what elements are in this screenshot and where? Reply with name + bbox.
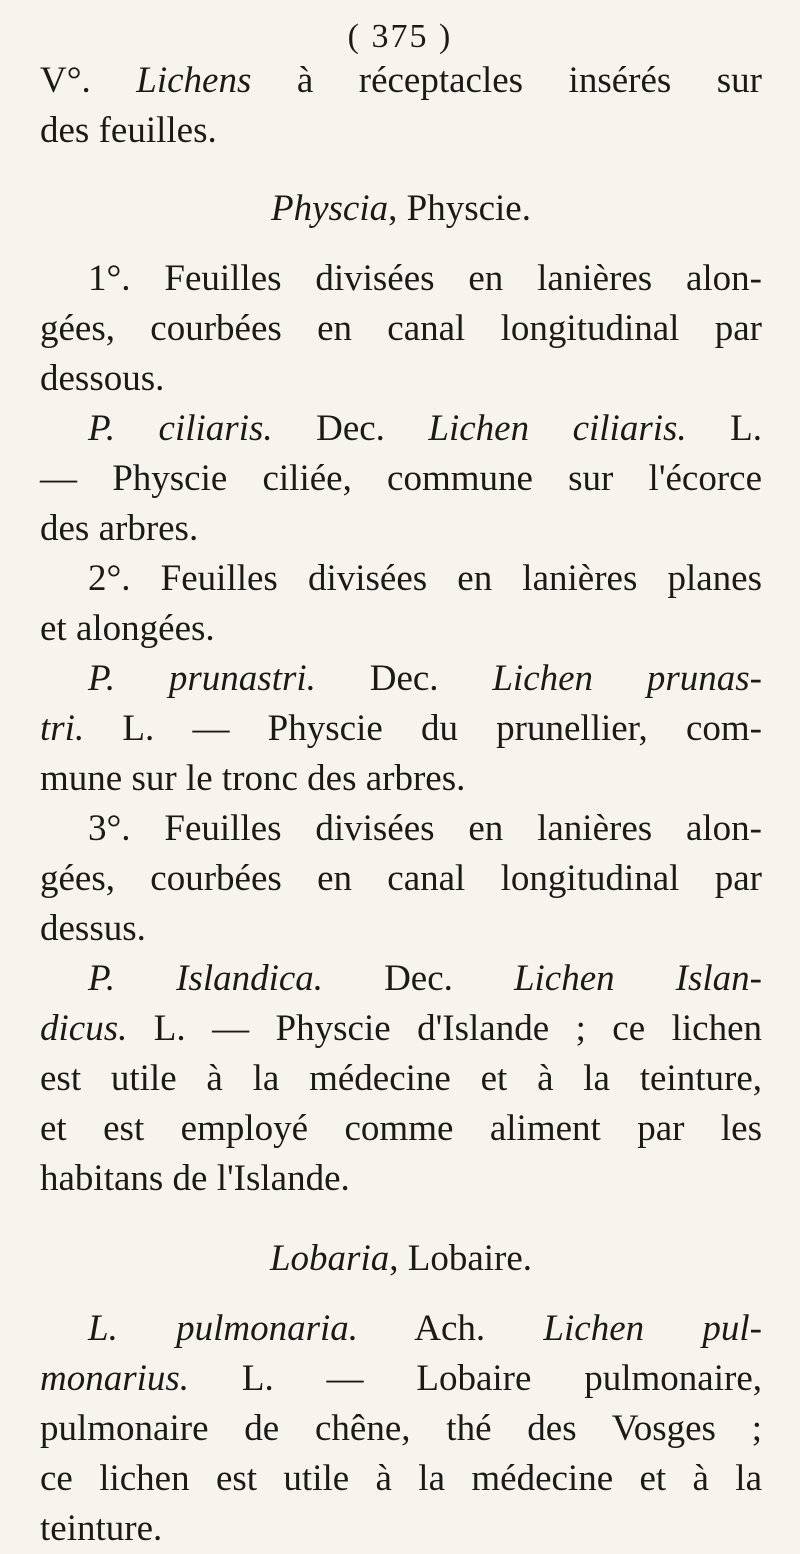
species-entry xyxy=(40,954,762,1004)
page-text xyxy=(40,56,762,1554)
synonym-name: Lichen pul- xyxy=(543,1308,762,1349)
synonym-name: Lichen prunas- xyxy=(492,658,762,699)
synonym-name: Lichen Islan- xyxy=(513,958,762,999)
text-span: L. — Physcie d'Islande ; ce lichen xyxy=(127,1008,762,1049)
synonym-name: Lichen ciliaris. xyxy=(428,408,687,449)
text-line xyxy=(40,1354,762,1404)
synonym-name: dicus. xyxy=(40,1008,128,1049)
species-name: P. Islandica. xyxy=(88,958,324,999)
text-line: des feuilles. xyxy=(40,110,217,151)
text-span: L. — Lobaire pulmonaire, xyxy=(189,1358,762,1399)
text-line: est utile à la médecine et à la teinture, xyxy=(40,1058,762,1099)
text-span: Dec. xyxy=(315,658,493,699)
text-line: 3°. Feuilles divisées en lanières alon- xyxy=(88,808,762,849)
text-line: habitans de l'Islande. xyxy=(40,1158,350,1199)
genus-common-name: , Physcie. xyxy=(388,188,531,229)
species-name: P. ciliaris. xyxy=(88,408,273,449)
text-line: et alongées. xyxy=(40,608,215,649)
text-line: mune sur le tronc des arbres. xyxy=(40,758,466,799)
text-line: ce lichen est utile à la médecine et à la xyxy=(40,1458,762,1499)
genus-name: Physcia xyxy=(271,188,389,229)
text-span: Ach. xyxy=(358,1308,544,1349)
text-line xyxy=(40,56,762,106)
text-line: gées, courbées en canal longitudinal par xyxy=(40,858,762,899)
text-span: L. — Physcie du prunellier, com- xyxy=(84,708,762,749)
species-entry xyxy=(40,654,762,704)
species-entry xyxy=(40,1304,762,1354)
text-line: gées, courbées en canal longitudinal par xyxy=(40,308,762,349)
text-span: Dec. xyxy=(272,408,429,449)
genus-heading-physcia xyxy=(40,184,762,234)
italic-term: Lichens xyxy=(136,60,252,101)
genus-heading-lobaria xyxy=(40,1234,762,1284)
species-name: P. prunastri. xyxy=(88,658,316,699)
genus-name: Lobaria xyxy=(269,1238,390,1279)
text-line: 2°. Feuilles divisées en lanières planes xyxy=(88,558,762,599)
synonym-name: tri. xyxy=(40,708,85,749)
species-entry xyxy=(40,404,762,454)
text-span: à réceptacles insérés sur xyxy=(251,60,762,101)
text-line: et est employé comme aliment par les xyxy=(40,1108,762,1149)
text-line: — Physcie ciliée, commune sur l'écorce xyxy=(40,458,762,499)
species-name: L. pulmonaria. xyxy=(88,1308,359,1349)
text-line: 1°. Feuilles divisées en lanières alon- xyxy=(88,258,762,299)
text-span: L. xyxy=(686,408,762,449)
text-line: des arbres. xyxy=(40,508,199,549)
text-line xyxy=(40,1004,762,1054)
synonym-name: monarius. xyxy=(40,1358,190,1399)
text-line: dessus. xyxy=(40,908,146,949)
text-line: teinture. xyxy=(40,1508,163,1549)
text-line: dessous. xyxy=(40,358,165,399)
page-number: ( 375 ) xyxy=(347,18,453,55)
text-line: pulmonaire de chêne, thé des Vosges ; xyxy=(40,1408,762,1449)
text-span: Dec. xyxy=(323,958,514,999)
genus-common-name: , Lobaire. xyxy=(389,1238,533,1279)
section-number: V°. xyxy=(40,60,137,101)
text-line xyxy=(40,704,762,754)
